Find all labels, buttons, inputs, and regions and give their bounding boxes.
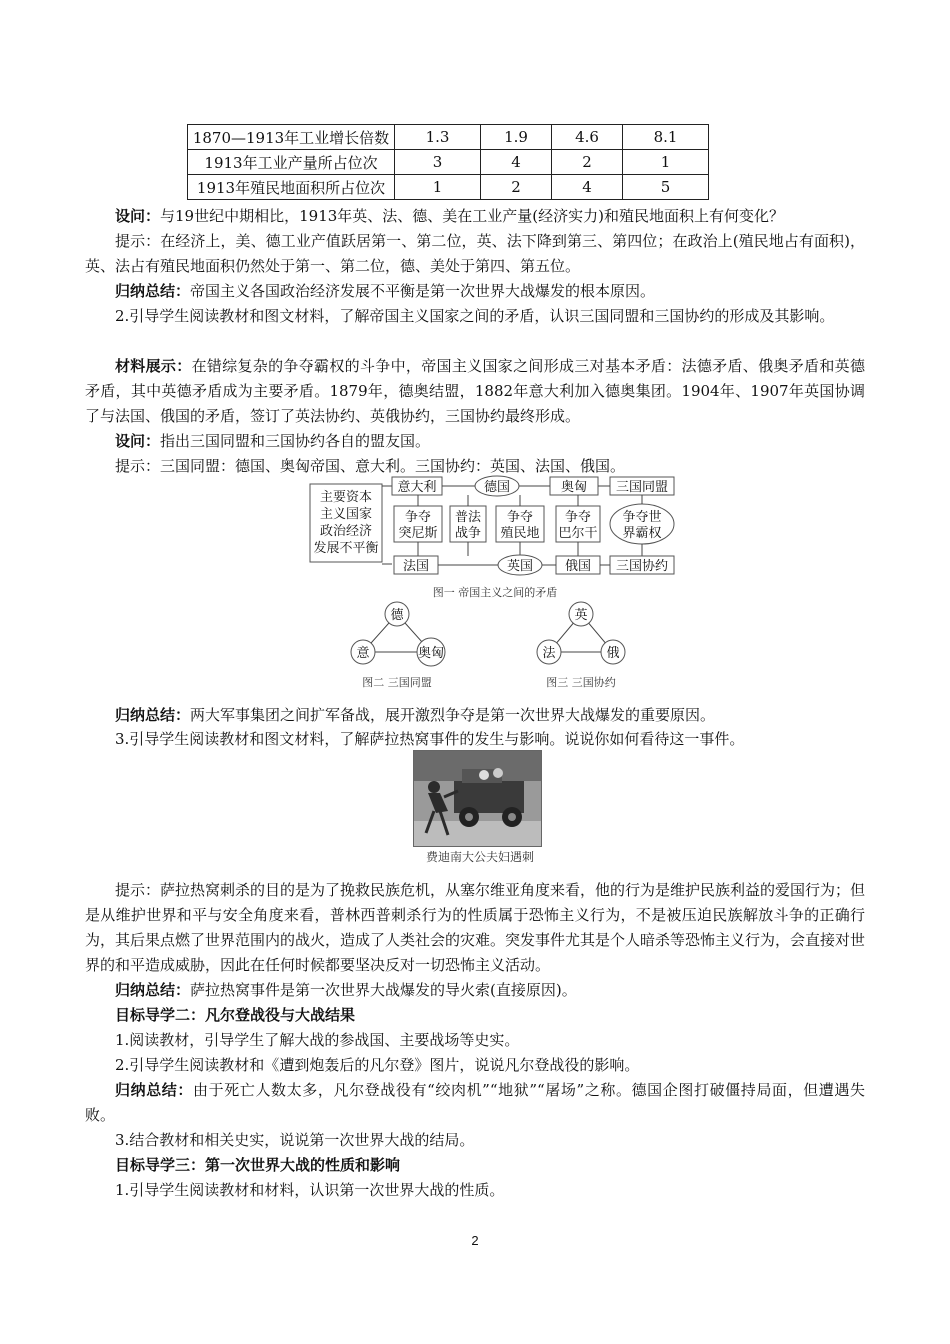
diagram1-caption: 图一 帝国主义之间的矛盾 (432, 586, 558, 599)
svg-text:奥匈: 奥匈 (417, 646, 445, 661)
summary-4: 归纳总结：由于死亡人数太多，凡尔登战役有“绞肉机”“地狱”“屠场”之称。德国企图打破僵持局面，但遭遇失败。 (85, 1081, 865, 1124)
svg-text:图二 三国同盟: 图二 三国同盟 (362, 676, 432, 689)
summary-3: 归纳总结：萨拉热窝事件是第一次世界大战爆发的导火索(直接原因)。 (115, 981, 577, 999)
table-cell: 1913年工业产量所占位次 (188, 150, 395, 175)
hint-3: 提示：萨拉热窝刺杀的目的是为了挽救民族危机，从塞尔维亚角度来看，他的行为是维护民族利益的爱国行为；但是从维护世界和平与安全角度来看，普林西普刺杀行为的性质属于恐怖主义行为，不是被压迫民族解放斗争的正确行为，其后果点燃了世界范围内的战火，造成了人类社会的灾难。突发事件尤其是个人暗杀等恐怖主义行为，会直接对世界的和平造成威胁，因此在任何时候都要坚决反对一切恐怖主义活动。 (85, 881, 866, 974)
svg-text:英: 英 (574, 608, 588, 623)
step-3: 3.引导学生阅读教材和图文材料，了解萨拉热窝事件的发生与影响。说说你如何看待这一事件。 (115, 730, 745, 748)
svg-text:发展不平衡: 发展不平衡 (313, 541, 379, 556)
table-cell: 5 (623, 175, 709, 200)
table-cell: 1913年殖民地面积所占位次 (188, 175, 395, 200)
svg-text:三国协约: 三国协约 (615, 559, 669, 574)
svg-text:界霸权: 界霸权 (622, 526, 662, 541)
svg-text:突尼斯: 突尼斯 (398, 526, 438, 541)
goal-2-heading: 目标导学二：凡尔登战役与大战结果 (115, 1006, 356, 1024)
svg-text:主义国家: 主义国家 (319, 507, 373, 522)
hint-2: 提示：三国同盟：德国、奥匈帝国、意大利。三国协约：英国、法国、俄国。 (115, 457, 626, 475)
svg-text:德: 德 (390, 608, 404, 623)
svg-text:战争: 战争 (454, 526, 482, 541)
svg-text:意大利: 意大利 (397, 480, 437, 495)
svg-text:奥匈: 奥匈 (560, 480, 588, 495)
svg-text:英国: 英国 (506, 559, 534, 574)
svg-text:俄: 俄 (606, 646, 620, 661)
goal-2-step-3: 3.结合教材和相关史实，说说第一次世界大战的结局。 (115, 1131, 475, 1149)
svg-text:争夺: 争夺 (506, 510, 534, 525)
table-cell: 1870—1913年工业增长倍数 (188, 125, 395, 150)
question-2: 设问：指出三国同盟和三国协约各自的盟友国。 (115, 432, 431, 450)
table-cell: 1.3 (395, 125, 481, 150)
svg-text:主要资本: 主要资本 (319, 490, 373, 505)
svg-text:意: 意 (356, 646, 370, 661)
table-cell: 1 (395, 175, 481, 200)
goal-3-heading: 目标导学三：第一次世界大战的性质和影响 (115, 1156, 401, 1174)
industry-colony-table (187, 124, 709, 200)
svg-text:争夺: 争夺 (404, 510, 432, 525)
table-cell: 2 (481, 175, 552, 200)
goal-2-step-2: 2.引导学生阅读教材和《遭到炮轰后的凡尔登》图片，说说凡尔登战役的影响。 (115, 1056, 640, 1074)
svg-text:三国同盟: 三国同盟 (615, 480, 669, 495)
svg-text:政治经济: 政治经济 (319, 524, 373, 539)
question-1: 设问：与19世纪中期相比，1913年英、法、德、美在工业产量(经济实力)和殖民地面积上有何变化？ (115, 207, 784, 225)
svg-text:普法: 普法 (454, 510, 482, 525)
table-cell: 4 (552, 175, 623, 200)
svg-text:争夺: 争夺 (564, 510, 592, 525)
goal-2-step-1: 1.阅读教材，引导学生了解大战的参战国、主要战场等史实。 (115, 1031, 520, 1049)
summary-1: 归纳总结：帝国主义各国政治经济发展不平衡是第一次世界大战爆发的根本原因。 (115, 282, 656, 300)
table-row (188, 125, 709, 150)
table-row (188, 175, 709, 200)
table-row (188, 150, 709, 175)
table-cell: 1 (623, 150, 709, 175)
goal-3-step-1: 1.引导学生阅读教材和材料，认识第一次世界大战的性质。 (115, 1181, 505, 1199)
material-show: 材料展示：在错综复杂的争夺霸权的斗争中，帝国主义国家之间形成三对基本矛盾：法德矛盾、俄奥矛盾和英德矛盾，其中英德矛盾成为主要矛盾。1879年，德奥结盟，1882年意大利加入德奥集团。1904年、1907年英国协调了与法国、俄国的矛盾，签订了英法协约、英俄协约，三国协约最终形成。 (85, 357, 865, 425)
table-cell: 2 (552, 150, 623, 175)
table-cell: 8.1 (623, 125, 709, 150)
svg-text:争夺世: 争夺世 (622, 510, 662, 525)
imperialist-contradiction-diagram (300, 474, 690, 606)
table-cell: 3 (395, 150, 481, 175)
svg-text:巴尔干: 巴尔干 (558, 526, 598, 541)
photo-caption: 费迪南大公夫妇遇刺 (425, 850, 534, 864)
assassination-photo (413, 750, 542, 847)
triple-alliance-diagram (335, 600, 465, 692)
table-cell: 4.6 (552, 125, 623, 150)
summary-2: 归纳总结：两大军事集团之间扩军备战，展开激烈争夺是第一次世界大战爆发的重要原因。 (115, 706, 716, 724)
step-2: 2.引导学生阅读教材和图文材料，了解帝国主义国家之间的矛盾，认识三国同盟和三国协约的形成及其影响。 (115, 307, 835, 325)
page-number: 2 (471, 1233, 479, 1248)
svg-text:图三 三国协约: 图三 三国协约 (546, 676, 616, 689)
table-cell: 1.9 (481, 125, 552, 150)
svg-text:法: 法 (542, 646, 556, 661)
table-cell: 4 (481, 150, 552, 175)
svg-text:德国: 德国 (483, 480, 511, 495)
hint-1: 提示：在经济上，美、德工业产值跃居第一、第二位，英、法下降到第三、第四位；在政治上(殖民地占有面积)，英、法占有殖民地面积仍然处于第一、第二位，德、美处于第四、第五位。 (85, 232, 865, 275)
svg-text:俄国: 俄国 (564, 559, 592, 574)
triple-entente-diagram (525, 600, 655, 692)
svg-text:法国: 法国 (402, 559, 430, 574)
svg-text:殖民地: 殖民地 (500, 526, 540, 541)
